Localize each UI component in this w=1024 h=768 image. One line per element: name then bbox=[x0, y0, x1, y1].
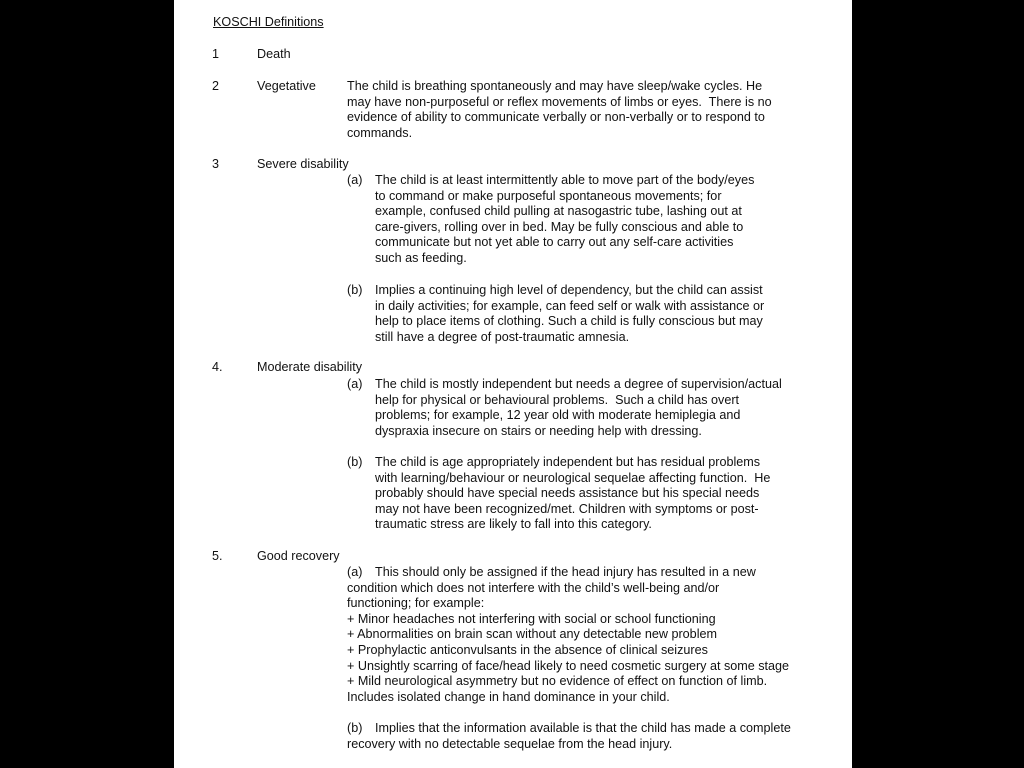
section-4-item-a-text: The child is mostly independent but needs a degree of supervision/actual help for physical or behavioural problems. Such a child has overt problems; for example, 12 year old with moderate hemiplegia and dyspraxia insecure on stairs or needing help with dressing. bbox=[375, 377, 782, 438]
section-5-item-b-label: (b) bbox=[347, 721, 363, 735]
section-2-heading: Vegetative bbox=[257, 79, 316, 93]
section-5-item-a-text: condition which does not interfere with the child’s well-being and/or functioning; for example: + Minor headaches not interfering with social or school functioning + Abnormalities on brain scan without any detectable new problem + Prophylactic anticonvulsants in the absence of clinical seizures + Unsightly scarring of face/head likely to need cosmetic surgery at some stage + Mild neurological asymmetry but no evidence of effect on function of limb. Includes isolated change in hand dominance in your child. bbox=[347, 580, 790, 704]
document-title: KOSCHI Definitions bbox=[213, 15, 324, 29]
section-3-heading: Severe disability bbox=[257, 157, 349, 171]
section-2-text: The child is breathing spontaneously and may have sleep/wake cycles. He may have non-purposeful or reflex movements of limbs or eyes. There is no evidence of ability to communicate verbally or non-verbally or to respond to commands. bbox=[347, 79, 772, 140]
section-5-number: 5. bbox=[212, 549, 223, 563]
section-4-item-a-label: (a) bbox=[347, 377, 363, 391]
section-3-item-a-label: (a) bbox=[347, 173, 363, 187]
section-3-number: 3 bbox=[212, 157, 220, 171]
section-1-number: 1 bbox=[212, 47, 220, 61]
section-1-heading: Death bbox=[257, 47, 291, 61]
section-4-item-b-label: (b) bbox=[347, 455, 363, 469]
section-4-heading: Moderate disability bbox=[257, 360, 362, 374]
section-3-item-b-label: (b) bbox=[347, 283, 363, 297]
section-5-item-b-text: recovery with no detectable sequelae from the head injury. bbox=[347, 736, 673, 751]
section-5-item-a-label: (a) bbox=[347, 565, 363, 579]
section-2-number: 2 bbox=[212, 79, 220, 93]
section-4-item-b-text: The child is age appropriately independent but has residual problems with learning/behaviour or neurological sequelae affecting function. He probably should have special needs assistance but his special needs may not have been recognized/met. Children with symptoms or post- traumatic stress are likely to fall into this category. bbox=[375, 455, 771, 532]
section-3-item-a-text: The child is at least intermittently able to move part of the body/eyes to command or make purposeful spontaneous movements; for example, confused child pulling at nasogastric tube, lashing out at care-givers, rolling over in bed. May be fully conscious and able to communicate but not yet able to carry out any self-care activities such as feeding. bbox=[375, 173, 755, 265]
section-5-item-b-first-line: Implies that the information available is that the child has made a complete bbox=[375, 721, 791, 735]
section-5-item-a-first-line: This should only be assigned if the head injury has resulted in a new bbox=[375, 565, 756, 579]
document-page bbox=[174, 0, 852, 768]
section-5-heading: Good recovery bbox=[257, 549, 340, 563]
section-4-number: 4. bbox=[212, 360, 223, 374]
section-3-item-b-text: Implies a continuing high level of dependency, but the child can assist in daily activities; for example, can feed self or walk with assistance or help to place items of clothing. Such a child is fully conscious but may still have a degree of post-traumatic amnesia. bbox=[375, 283, 765, 344]
